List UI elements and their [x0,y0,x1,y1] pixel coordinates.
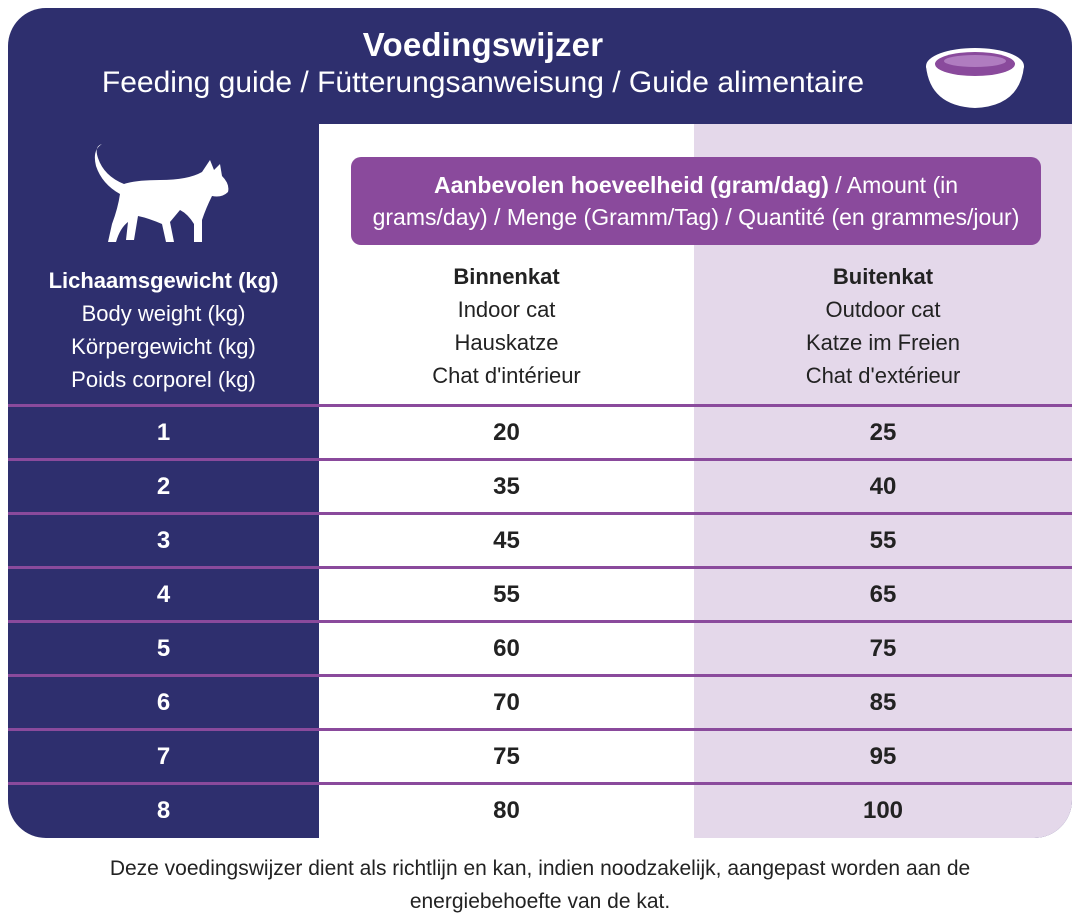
indoor-cell: 20 [493,419,520,446]
amount-header-box [351,157,1041,245]
weight-cell: 6 [156,689,171,716]
weight-column-header [8,124,319,404]
indoor-header-fr: Chat d'intérieur [432,363,581,388]
outdoor-cell: 40 [869,473,897,500]
indoor-cell: 75 [493,743,520,770]
table-row [8,674,1072,728]
outdoor-header-de: Katze im Freien [805,330,961,355]
weight-header-de: Körpergewicht (kg) [71,334,256,359]
footnote-line-1: Deze voedingswijzer dient als richtlijn en kan, indien noodzakelijk, aangepast worden aan de [109,857,971,880]
amount-header-nl: Aanbevolen hoeveelheid (gram/dag) [433,172,829,198]
outdoor-cell: 65 [869,581,897,608]
table-row [8,728,1072,782]
outdoor-column-header [694,260,1072,392]
weight-cell: 4 [156,581,171,608]
outdoor-cell: 85 [869,689,897,716]
outdoor-cell: 55 [869,527,897,554]
indoor-header-nl: Binnenkat [453,264,560,289]
weight-cell: 1 [156,419,171,446]
outdoor-header-fr: Chat d'extérieur [805,363,961,388]
weight-header-en: Body weight (kg) [81,301,246,326]
food-bowl-icon [920,36,1030,112]
table-row [8,404,1072,458]
weight-cell: 8 [156,797,171,824]
weight-header-nl: Lichaamsgewicht (kg) [48,268,279,293]
header [8,8,1072,124]
outdoor-cell: 75 [869,635,897,662]
footnote-line-2: energiebehoefte van de kat. [409,890,671,913]
indoor-header-en: Indoor cat [457,297,556,322]
outdoor-header-en: Outdoor cat [825,297,941,322]
outdoor-cell: 100 [862,797,904,824]
amount-header-rest1: / Amount (in [828,172,959,198]
indoor-cell: 55 [493,581,520,608]
indoor-cell: 45 [493,527,520,554]
indoor-cell: 60 [493,635,520,662]
weight-header-fr: Poids corporel (kg) [71,367,256,392]
guide-subtitle: Feeding guide / Fütterungsanweisung / Guide alimentaire [101,66,865,99]
indoor-cell: 70 [493,689,520,716]
feeding-guide-panel [8,8,1072,838]
table-row [8,566,1072,620]
guide-title: Voedingswijzer [362,26,604,63]
weight-cell: 3 [156,527,171,554]
cat-silhouette-icon [90,136,250,248]
indoor-cell: 80 [493,797,520,824]
weight-cell: 2 [156,473,171,500]
table-row [8,782,1072,836]
indoor-cell: 35 [493,473,520,500]
indoor-header-de: Hauskatze [454,330,559,355]
table-row [8,512,1072,566]
weight-cell: 5 [156,635,171,662]
indoor-column-header [319,260,694,392]
table-row [8,620,1072,674]
weight-header-labels [8,264,319,396]
outdoor-header-nl: Buitenkat [832,264,934,289]
outdoor-cell: 25 [869,419,897,446]
amount-header-rest2: grams/day) / Menge (Gramm/Tag) / Quantité (en grammes/jour) [372,204,1020,230]
table-row [8,458,1072,512]
footnote [0,852,1080,918]
outdoor-cell: 95 [869,743,897,770]
weight-cell: 7 [156,743,171,770]
